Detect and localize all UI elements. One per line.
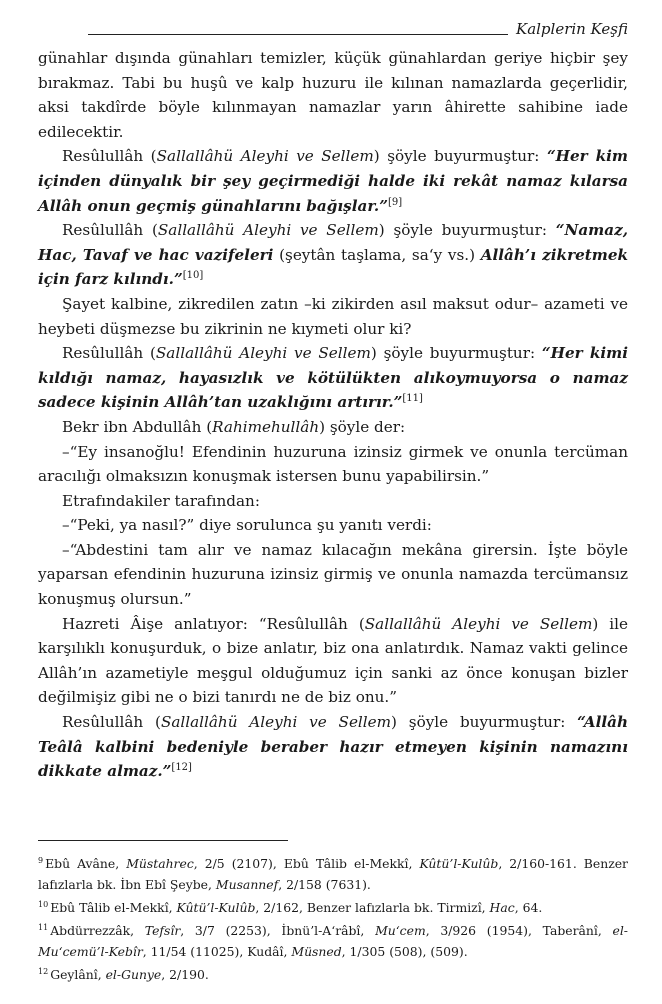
running-header bbox=[88, 18, 628, 40]
paragraph: –“Ey insanoğlu! Efendinin huzuruna izinsiz girmek ve onunla tercüman aracılığı olmaksızın konuşmak istersen bunu yapabilirsin.” bbox=[38, 442, 628, 486]
paragraph: günahlar dışında günahları temizler, küçük günahlardan geriye hiçbir şey bırakmaz. Tabi bu huşû ve kalp huzuru ile kılınan namazlarda geçerlidir, aksi takdîrde böyle kılınmayan namazlar yarın âhirette sahibine iade edilecektir. bbox=[38, 49, 628, 141]
footnote-separator bbox=[38, 840, 288, 841]
paragraph: Resûlullâh (Sallallâhü Aleyhi ve Sellem) şöyle buyurmuştur: “Her kimi kıldığı namaz, hayasızlık ve kötülükten alıkoymuyorsa o namaz sadece kişinin Allâh’tan uzaklığını artırır.”[11] bbox=[38, 344, 628, 412]
hadith-quote: “Her kimi kıldığı namaz, hayasızlık ve kötülükten alıkoymuyorsa o namaz sadece kişinin Allâh’tan uzaklığını artırır.” bbox=[38, 344, 628, 412]
footnote-ref[interactable]: [11] bbox=[402, 393, 423, 405]
paragraph: –“Peki, ya nasıl?” diye sorulunca şu yanıtı verdi: bbox=[62, 516, 432, 535]
footnote: $^{11}$ Abdürrezzâk, Tefsîr, 3/7 (2253), İbnü’l-A‘râbî, Mu‘cem, 3/926 (1954), Taberânî, el-Mu‘cemü’l-Kebîr, 11/54 (11025), Kudâî, Müsned, 1/305 (508), (509). bbox=[38, 922, 628, 959]
footnote: $^9$ Ebû Avâne, Müstahrec, 2/5 (2107), Ebû Tâlib el-Mekkî, Kûtü’l-Kulûb, 2/160-161. Benzer lafızlarla bk. İbn Ebî Şeybe, Musannef, 2/158 (7631). bbox=[38, 855, 628, 892]
paragraph: Etrafındakiler tarafından: bbox=[62, 491, 260, 510]
hadith-quote: “Her kim içinden dünyalık bir şey geçirmediği halde iki rekât namaz kılarsa Allâh onun geçmiş günahlarını bağışlar.” bbox=[38, 147, 629, 215]
paragraph: Hazreti Âişe anlatıyor: “Resûlullâh (Sallallâhü Aleyhi ve Sellem) ile karşılıklı konuşurduk, o bize anlatır, biz ona anlatırdık. Namaz vakti gelince Allâh’ın azametiyle meşgul olduğumuz için sanki az önce konuşan bizler değilmişiz gibi ne o bizi tanırdı ne de biz onu.” bbox=[38, 614, 628, 707]
header-rule bbox=[88, 34, 508, 35]
paragraph: Resûlullâh (Sallallâhü Aleyhi ve Sellem) şöyle buyurmuştur: “Her kim içinden dünyalık bir şey geçirmediği halde iki rekât namaz kılarsa Allâh onun geçmiş günahlarını bağışlar.”[9] bbox=[38, 147, 629, 215]
hadith-quote: “Namaz, Hac, Tavaf ve hac vazifeleri bbox=[38, 221, 629, 264]
paragraph: –“Abdestini tam alır ve namaz kılacağın mekâna girersin. İşte böyle yaparsan efendinin huzuruna izinsiz girmiş ve onunla namazda tercümansız konuşmuş olursun.” bbox=[38, 540, 628, 609]
hadith-quote: “Allâh Teâlâ kalbini bedeniyle beraber hazır etmeyen kişinin namazını dikkate almaz.” bbox=[38, 713, 629, 781]
footnotes bbox=[38, 853, 628, 987]
paragraph: Bekr ibn Abdullâh (Rahimehullâh) şöyle der: bbox=[62, 417, 406, 436]
paragraph: Şayet kalbine, zikredilen zatın –ki zikirden asıl maksut odur– azameti ve heybeti düşmezse bu zikrinin ne kıymeti olur ki? bbox=[38, 294, 628, 338]
footnote: $^{12}$ Geylânî, el-Gunye, 2/190. bbox=[38, 966, 209, 982]
footnote: $^{10}$ Ebû Tâlib el-Mekkî, Kûtü’l-Kulûb, 2/162, Benzer lafızlarla bk. Tirmizî, Hac, 64. bbox=[38, 899, 543, 915]
book-title: Kalplerin Keşfi bbox=[515, 20, 628, 38]
footnote-ref[interactable]: [12] bbox=[171, 762, 192, 774]
footnote-ref[interactable]: [10] bbox=[182, 270, 204, 282]
page-body bbox=[38, 46, 628, 784]
paragraph: Resûlullâh (Sallallâhü Aleyhi ve Sellem) şöyle buyurmuştur: “Namaz, Hac, Tavaf ve hac vazifeleri (şeytân taşlama, sa‘y vs.) Allâh’ı zikretmek için farz kılındı.”[10] bbox=[38, 221, 629, 289]
paragraph: Resûlullâh (Sallallâhü Aleyhi ve Sellem) şöyle buyurmuştur: “Allâh Teâlâ kalbini bedeniyle beraber hazır etmeyen kişinin namazını dikkate almaz.”[12] bbox=[38, 713, 629, 781]
footnote-ref[interactable]: [9] bbox=[387, 196, 403, 208]
